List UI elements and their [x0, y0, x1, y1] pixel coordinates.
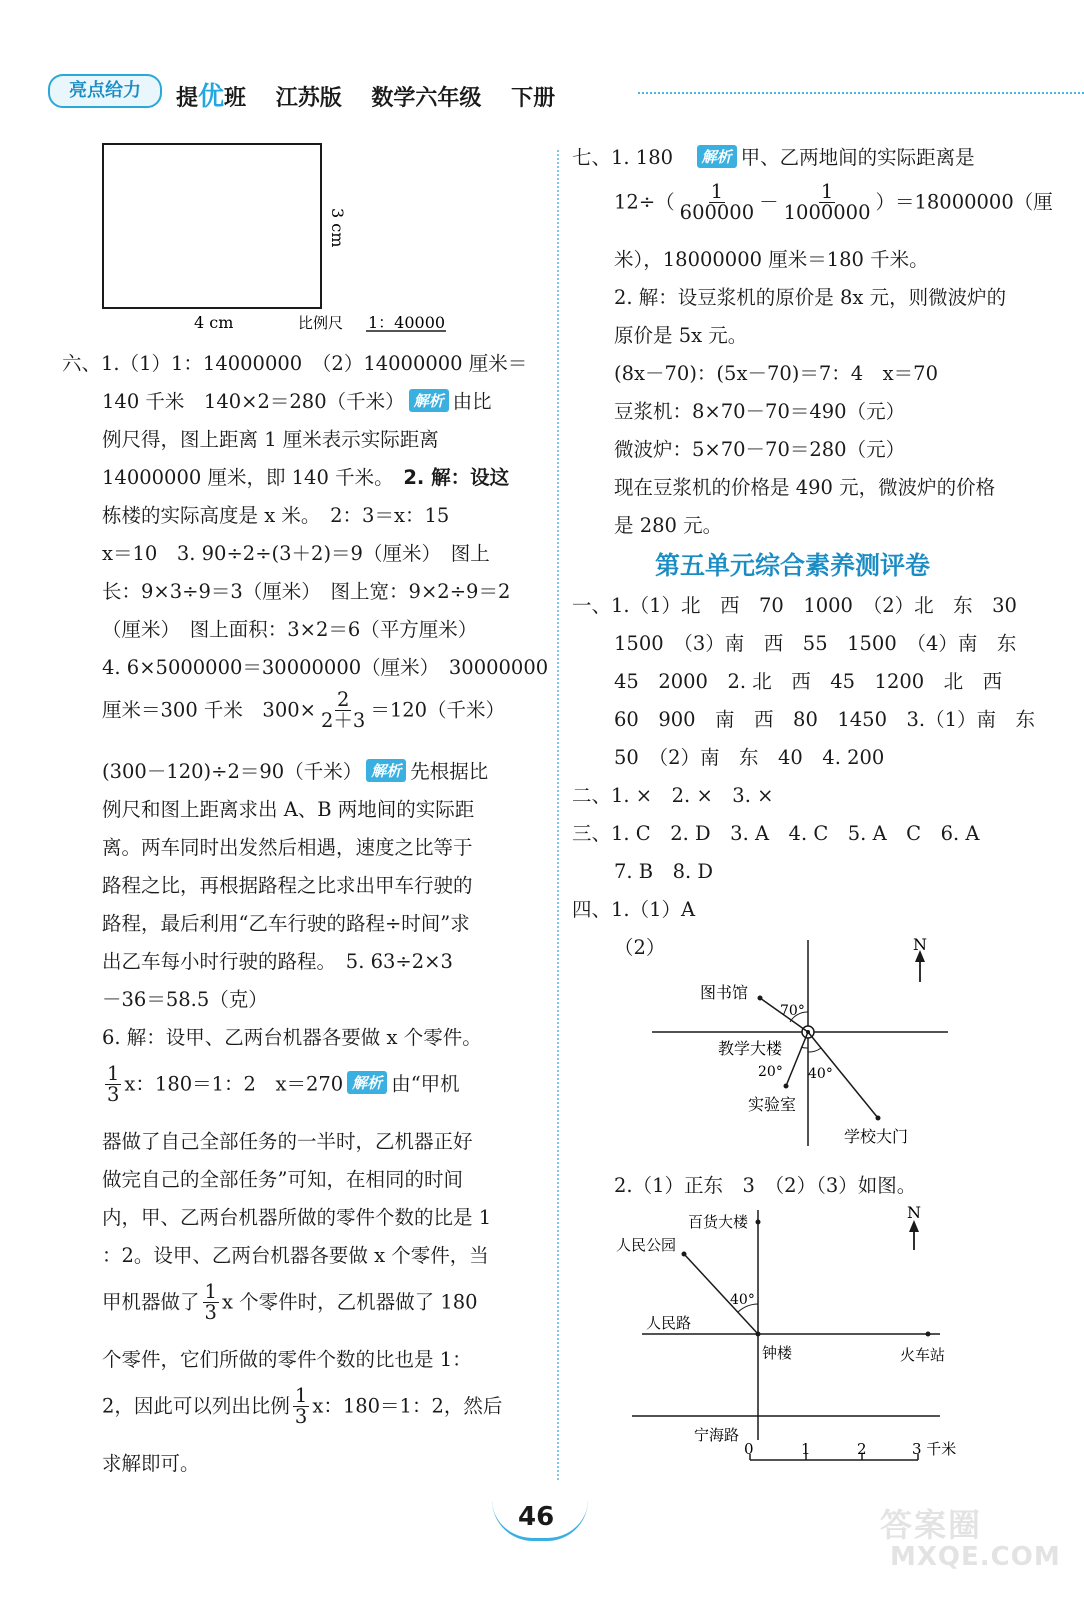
left-line-2-tail: 由比: [452, 390, 492, 413]
angle-20-label: 20°: [758, 1064, 783, 1080]
left-line-20: 器做了自己全部任务的一半时，乙机器正好: [102, 1130, 473, 1153]
left-line-2: [102, 386, 492, 414]
right-line-3: 米），18000000 厘米＝180 千米。: [614, 248, 929, 271]
frac-den: 1000000: [783, 201, 871, 225]
subject: 数学六年级: [371, 86, 482, 111]
left-line-21: 做完自己的全部任务”可知，在相同的时间: [102, 1168, 463, 1191]
fraction-1-over-1000000: [782, 182, 873, 224]
left-line-2-text: 140 千米 140×2＝280（千米）: [102, 390, 405, 413]
right-line-2-mid: －: [759, 190, 779, 214]
left-line-24-post: x 个零件时，乙机器做了 180: [221, 1290, 478, 1314]
fraction-1-over-3: [293, 1386, 309, 1428]
frac-num: 1: [107, 1062, 120, 1085]
left-line-6-tail: 3. 90÷2÷(3＋2)＝9（厘米） 图上: [176, 542, 490, 565]
north-label: N: [907, 1203, 921, 1222]
left-line-26-post: x：180＝1：2，然后: [312, 1394, 503, 1418]
right-line-2: [614, 182, 1053, 224]
left-line-27: 求解即可。: [102, 1452, 200, 1475]
left-line-8: （厘米） 图上面积：3×2＝6（平方厘米）: [102, 618, 478, 641]
angle-70-label: 70°: [780, 1003, 805, 1019]
left-line-16-text: 出乙车每小时行驶的路程。: [102, 950, 327, 973]
gate-label: 学校大门: [844, 1127, 909, 1146]
road2-label: 宁海路: [694, 1426, 740, 1444]
left-line-18: 6. 解：设甲、乙两台机器各要做 x 个零件。: [102, 1026, 482, 1049]
unit5-line-5: 50 （2）南 东 40 4. 200: [614, 746, 885, 769]
right-line-8: 微波炉：5×70－70＝280（元）: [614, 438, 906, 461]
direction-figure-1: [640, 930, 960, 1150]
title-pre: 提: [176, 86, 199, 111]
scale-tick-0: 0: [744, 1440, 754, 1458]
right-line-1: [572, 142, 975, 170]
rect-height-label: 3 cm: [328, 208, 347, 248]
road1-label: 人民路: [646, 1314, 692, 1332]
angle-40-label: 40°: [808, 1066, 833, 1082]
title-you: 优: [198, 82, 225, 112]
unit5-line-8: 7. B 8. D: [614, 860, 714, 883]
left-line-12: 例尺和图上距离求出 A、B 两地间的实际距: [102, 798, 475, 821]
left-line-9: 4. 6×5000000＝30000000（厘米） 30000000: [102, 656, 549, 679]
q2-line: 2.（1）正东 3 （2）（3）如图。: [614, 1174, 917, 1197]
right-line-9: 现在豆浆机的价格是 490 元，微波炉的价格: [614, 476, 996, 499]
rect-width-label: 4 cm: [194, 313, 234, 332]
fraction-1-over-3: [203, 1282, 219, 1324]
unit5-line-10: （2）: [614, 936, 666, 959]
left-line-16-tail: 5. 63÷2×3: [345, 950, 453, 973]
map-figure-2: [610, 1200, 970, 1480]
left-line-23: ：2。设甲、乙两台机器各要做 x 个零件，当: [102, 1244, 489, 1267]
page-number: 46: [518, 1502, 555, 1532]
left-line-25: 个零件，它们所做的零件个数的比也是 1：: [102, 1348, 472, 1371]
right-line-10: 是 280 元。: [614, 514, 723, 537]
left-line-4-tail: 2. 解：设这: [403, 466, 510, 489]
watermark-url: MXQE.COM: [890, 1542, 1061, 1572]
left-line-10-post: ＝120（千米）: [370, 698, 506, 722]
left-line-14: 路程之比，再根据路程之比求出甲车行驶的: [102, 874, 473, 897]
left-line-4-text: 14000000 厘米，即 140 千米。: [102, 466, 384, 489]
lab-label: 实验室: [748, 1095, 797, 1114]
left-line-19-tail: 由“甲机: [391, 1072, 460, 1096]
left-line-11: [102, 756, 488, 784]
left-line-15: 路程，最后利用“乙车行驶的路程÷时间”求: [102, 912, 470, 935]
left-line-11-tail: 先根据比: [410, 760, 489, 783]
left-line-22: 内，甲、乙两台机器所做的零件个数的比是 1: [102, 1206, 492, 1229]
left-line-24: [102, 1282, 478, 1324]
right-line-6: (8x－70)：(5x－70)＝7：4 x＝70: [614, 362, 938, 385]
right-line-2-post: ）＝18000000（厘: [875, 190, 1053, 214]
frac-num: 2: [336, 688, 350, 711]
frac-den: 2＋3: [320, 709, 366, 733]
left-line-10: [102, 690, 505, 732]
library-label: 图书馆: [700, 983, 749, 1002]
frac-num: 1: [820, 180, 834, 203]
book-title: [176, 76, 555, 113]
scale-tick-3: 3 千米: [912, 1440, 957, 1458]
column-divider: [557, 150, 559, 1480]
edition: 江苏版: [275, 86, 342, 111]
frac-num: 1: [710, 180, 724, 203]
station-label: 火车站: [900, 1346, 946, 1364]
left-line-6-text: x＝10: [102, 542, 158, 565]
left-line-6: [102, 538, 490, 566]
left-line-4: [102, 462, 509, 490]
analysis-tag: 解析: [409, 389, 449, 412]
left-line-17: －36＝58.5（克）: [102, 988, 268, 1011]
scale-label: 比例尺: [298, 314, 344, 332]
bell-tower-label: 钟楼: [762, 1344, 793, 1362]
left-line-16: [102, 946, 453, 974]
left-line-7: 长：9×3÷9＝3（厘米） 图上宽：9×2÷9＝2: [102, 580, 511, 603]
left-line-3: 例尺得，图上距离 1 厘米表示实际距离: [102, 428, 439, 451]
left-line-10-pre: 厘米＝300 千米 300×: [102, 698, 316, 722]
left-line-5: 栋楼的实际高度是 x 米。 2：3＝x：15: [102, 504, 450, 527]
unit5-line-9: 四、1.（1）A: [572, 898, 696, 921]
title-post: 班: [224, 86, 247, 111]
page-header: [48, 74, 1084, 114]
right-line-1-tail: 甲、乙两地间的实际距离是: [740, 146, 975, 169]
right-line-1-pre: 七、1. 180: [572, 146, 674, 169]
frac-den: 3: [294, 1405, 308, 1429]
analysis-tag: 解析: [366, 759, 406, 782]
left-line-11-text: (300－120)÷2＝90（千米）: [102, 760, 363, 783]
right-line-2-pre: 12÷（: [614, 190, 675, 214]
volume: 下册: [511, 86, 556, 111]
watermark-text: 答案圈: [880, 1506, 983, 1544]
left-line-24-pre: 甲机器做了: [102, 1290, 200, 1314]
frac-num: 1: [294, 1384, 308, 1407]
right-line-5: 原价是 5x 元。: [614, 324, 748, 347]
analysis-tag: 解析: [697, 145, 737, 168]
angle-40-label: 40°: [730, 1292, 755, 1308]
frac-den: 3: [107, 1083, 120, 1107]
unit5-line-3: 45 2000 2. 北 西 45 1200 北 西: [614, 670, 1003, 693]
right-line-4: 2. 解：设豆浆机的原价是 8x 元，则微波炉的: [614, 286, 1007, 309]
unit5-line-2: 1500 （3）南 西 55 1500 （4）南 东: [614, 632, 1017, 655]
frac-num: 1: [204, 1280, 217, 1303]
unit5-line-7: 三、1. C 2. D 3. A 4. C 5. A C 6. A: [572, 822, 980, 845]
park-label: 人民公园: [616, 1236, 677, 1254]
left-line-26: [102, 1386, 502, 1428]
left-line-26-pre: 2，因此可以列出比例: [102, 1394, 290, 1418]
fraction-1-over-600000: [678, 182, 756, 224]
left-line-13: 离。两车同时出发然后相遇，速度之比等于: [102, 836, 473, 859]
left-line-19-mid: x：180＝1：2 x＝270: [124, 1072, 344, 1096]
frac-den: 600000: [679, 201, 755, 225]
unit5-line-1: 一、1.（1）北 西 70 1000 （2）北 东 30: [572, 594, 1017, 617]
fraction-2-over-5: [319, 690, 367, 732]
unit5-line-4: 60 900 南 西 80 1450 3.（1）南 东: [614, 708, 1035, 731]
analysis-tag: 解析: [347, 1071, 387, 1094]
unit5-line-6: 二、1. × 2. × 3. ×: [572, 784, 774, 807]
header-rule: [638, 92, 1084, 94]
fraction-1-over-3: [105, 1064, 121, 1106]
frac-den: 3: [204, 1301, 217, 1325]
brand-badge: 亮点给力: [48, 74, 162, 108]
left-line-19: [102, 1064, 460, 1106]
north-label: N: [913, 935, 927, 954]
section-title: 第五单元综合素养测评卷: [655, 551, 931, 580]
right-line-7: 豆浆机：8×70－70＝490（元）: [614, 400, 906, 423]
rectangle-figure: [96, 138, 466, 338]
building-label: 教学大楼: [718, 1039, 783, 1058]
scale-value: 1：40000: [368, 313, 446, 332]
scale-tick-2: 2: [857, 1440, 867, 1458]
store-label: 百货大楼: [688, 1213, 749, 1231]
scale-tick-1: 1: [801, 1440, 811, 1458]
left-line-1: 六、1.（1）1：14000000 （2）14000000 厘米＝: [62, 352, 528, 375]
